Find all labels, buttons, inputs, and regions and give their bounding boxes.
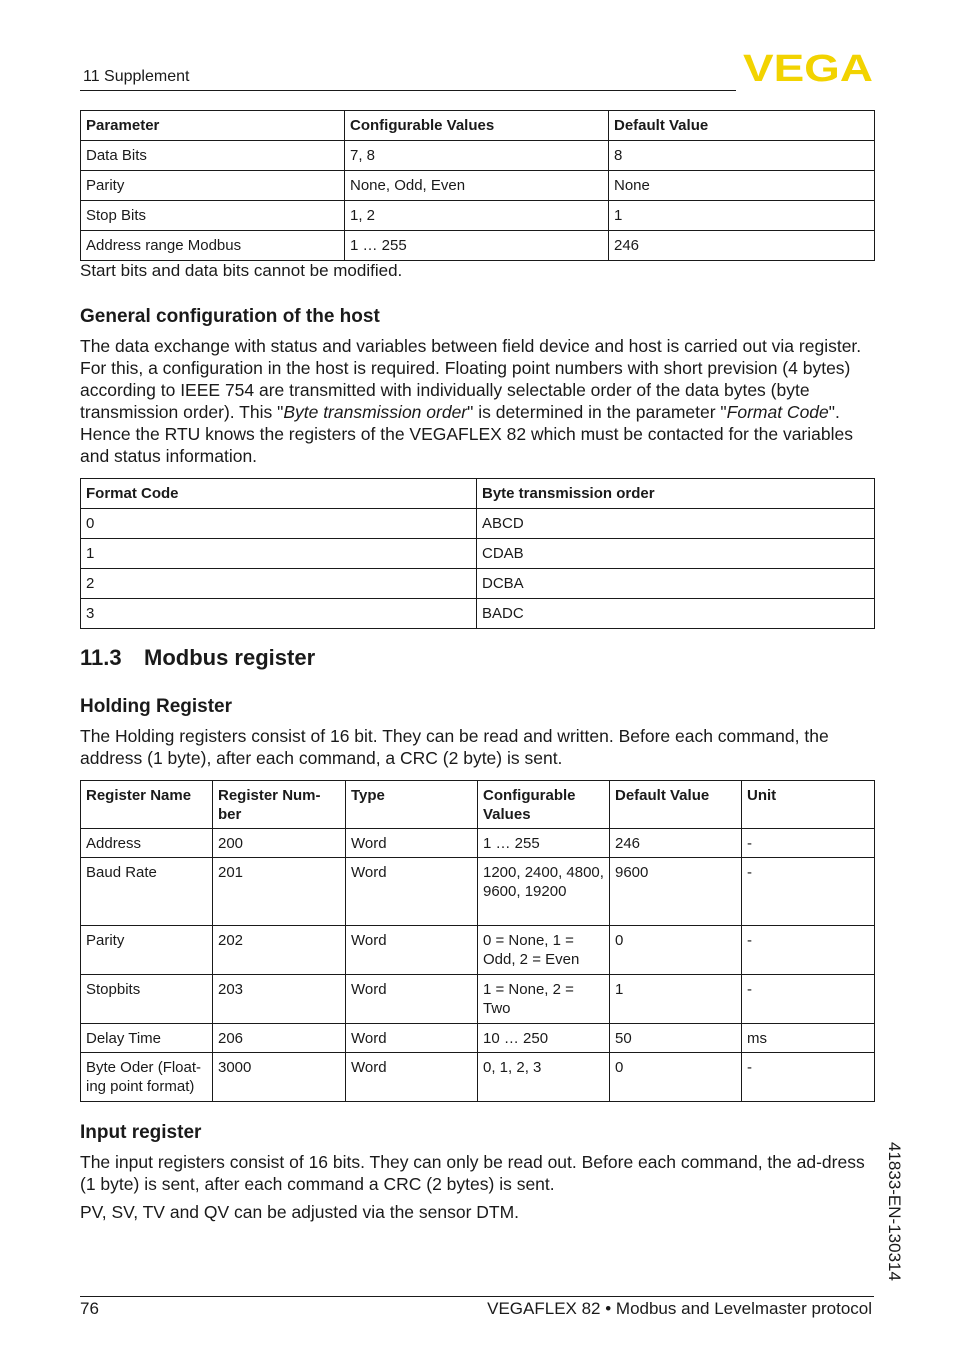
table-cell: Address bbox=[81, 829, 213, 858]
table-cell: 0 bbox=[610, 1053, 742, 1102]
svg-text:VEGA: VEGA bbox=[743, 52, 873, 84]
table-row bbox=[81, 569, 875, 599]
table-cell: Word bbox=[346, 1024, 478, 1053]
column-header: Default Value bbox=[609, 111, 875, 141]
running-header: 11 Supplement bbox=[83, 68, 190, 85]
footer-rule bbox=[80, 1296, 874, 1297]
column-header: Configurable Values bbox=[478, 781, 610, 829]
column-header: Format Code bbox=[81, 479, 477, 509]
serial-parameters-table bbox=[80, 110, 875, 261]
table-cell: Baud Rate bbox=[81, 858, 213, 926]
table-row bbox=[81, 858, 875, 926]
table-cell: 1 bbox=[610, 975, 742, 1024]
table-cell: 8 bbox=[609, 141, 875, 171]
table-cell: Address range Modbus bbox=[81, 231, 345, 261]
table-cell: ABCD bbox=[477, 509, 875, 539]
table-cell: 7, 8 bbox=[345, 141, 609, 171]
table-cell: 201 bbox=[213, 858, 346, 926]
table-cell: Stop Bits bbox=[81, 201, 345, 231]
table-cell: Word bbox=[346, 1053, 478, 1102]
table-cell: Word bbox=[346, 829, 478, 858]
table-cell: 1200, 2400, 4800, 9600, 19200 bbox=[478, 858, 610, 926]
table-row bbox=[81, 201, 875, 231]
sensor-dtm-note: PV, SV, TV and QV can be adjusted via the sensor DTM. bbox=[80, 1202, 520, 1222]
table-cell: 9600 bbox=[610, 858, 742, 926]
table-cell: 2 bbox=[81, 569, 477, 599]
table-cell: 10 … 250 bbox=[478, 1024, 610, 1053]
table-cell: 3000 bbox=[213, 1053, 346, 1102]
host-config-heading: General configuration of the host bbox=[80, 306, 380, 327]
table-cell: 202 bbox=[213, 926, 346, 975]
table-cell: Parity bbox=[81, 926, 213, 975]
column-header: Byte transmission order bbox=[477, 479, 875, 509]
table-row bbox=[81, 1053, 875, 1102]
holding-register-heading: Holding Register bbox=[80, 696, 233, 717]
table-cell: 1 … 255 bbox=[345, 231, 609, 261]
column-header: Configurable Values bbox=[345, 111, 609, 141]
table-row bbox=[81, 926, 875, 975]
table-row bbox=[81, 1024, 875, 1053]
table-note: Start bits and data bits cannot be modified. bbox=[80, 261, 403, 280]
table-row bbox=[81, 509, 875, 539]
table-cell: Word bbox=[346, 975, 478, 1024]
table-cell: Word bbox=[346, 858, 478, 926]
table-cell: 0 bbox=[81, 509, 477, 539]
table-row bbox=[81, 975, 875, 1024]
document-id: 41833-EN-130314 bbox=[885, 1142, 904, 1281]
table-cell: 246 bbox=[609, 231, 875, 261]
table-cell: ms bbox=[742, 1024, 875, 1053]
table-cell: 1 … 255 bbox=[478, 829, 610, 858]
table-row bbox=[81, 141, 875, 171]
table-cell: 50 bbox=[610, 1024, 742, 1053]
table-cell: 0, 1, 2, 3 bbox=[478, 1053, 610, 1102]
table-row bbox=[81, 599, 875, 629]
input-register-paragraph: The input registers consist of 16 bits. They can only be read out. Before each command, the ad-dress (1 byte) is sent, after each command a CRC (2 bytes) is sent. bbox=[80, 1152, 865, 1194]
table-cell: 203 bbox=[213, 975, 346, 1024]
column-header: Parameter bbox=[81, 111, 345, 141]
table-cell: None bbox=[609, 171, 875, 201]
table-cell: 1 = None, 2 = Two bbox=[478, 975, 610, 1024]
table-cell: Stopbits bbox=[81, 975, 213, 1024]
table-cell: 246 bbox=[610, 829, 742, 858]
table-cell: BADC bbox=[477, 599, 875, 629]
table-cell: 200 bbox=[213, 829, 346, 858]
table-cell: Word bbox=[346, 926, 478, 975]
column-header: Default Value bbox=[610, 781, 742, 829]
table-header-row bbox=[81, 479, 875, 509]
table-cell: 1 bbox=[609, 201, 875, 231]
column-header: Unit bbox=[742, 781, 875, 829]
header-rule bbox=[80, 90, 736, 91]
section-heading bbox=[80, 645, 315, 671]
table-header-row bbox=[81, 781, 875, 829]
table-cell: 3 bbox=[81, 599, 477, 629]
table-cell: DCBA bbox=[477, 569, 875, 599]
table-cell: Data Bits bbox=[81, 141, 345, 171]
table-cell: Byte Oder (Float-ing point format) bbox=[81, 1053, 213, 1102]
host-config-paragraph: The data exchange with status and variables between field device and host is carried out via register. For this, a configuration in the host is required. Floating point numbers with short prevision (4 bytes) according to IEEE 754 are transmitted with individually selectable order of the data bytes (byte transmission order). This "Byte transmission order" is determined in the parameter "Format Code". Hence the RTU knows the registers of the VEGAFLEX 82 which must be contacted for the variables and status information. bbox=[80, 336, 862, 466]
holding-register-paragraph: The Holding registers consist of 16 bit. They can be read and written. Before each command, the address (1 byte), after each command, a CRC (2 byte) is sent. bbox=[80, 726, 829, 768]
table-cell: - bbox=[742, 975, 875, 1024]
table-cell: CDAB bbox=[477, 539, 875, 569]
table-header-row bbox=[81, 111, 875, 141]
format-code-table bbox=[80, 478, 875, 629]
holding-register-table bbox=[80, 780, 875, 1102]
table-cell: Delay Time bbox=[81, 1024, 213, 1053]
table-cell: 206 bbox=[213, 1024, 346, 1053]
vega-logo bbox=[742, 52, 874, 84]
table-row bbox=[81, 231, 875, 261]
column-header: Register Num-ber bbox=[213, 781, 346, 829]
table-cell: Parity bbox=[81, 171, 345, 201]
column-header: Type bbox=[346, 781, 478, 829]
page-number: 76 bbox=[80, 1299, 99, 1318]
column-header: Register Name bbox=[81, 781, 213, 829]
table-row bbox=[81, 539, 875, 569]
table-row bbox=[81, 171, 875, 201]
table-cell: 0 = None, 1 = Odd, 2 = Even bbox=[478, 926, 610, 975]
table-cell: 1, 2 bbox=[345, 201, 609, 231]
table-cell: - bbox=[742, 1053, 875, 1102]
table-cell: - bbox=[742, 829, 875, 858]
section-title: Modbus register bbox=[144, 645, 316, 670]
section-number: 11.3 bbox=[80, 645, 122, 670]
input-register-heading: Input register bbox=[80, 1122, 202, 1143]
table-cell: - bbox=[742, 858, 875, 926]
table-row bbox=[81, 829, 875, 858]
table-cell: None, Odd, Even bbox=[345, 171, 609, 201]
footer-title: VEGAFLEX 82 • Modbus and Levelmaster protocol bbox=[487, 1299, 872, 1318]
table-cell: 0 bbox=[610, 926, 742, 975]
table-cell: - bbox=[742, 926, 875, 975]
table-cell: 1 bbox=[81, 539, 477, 569]
